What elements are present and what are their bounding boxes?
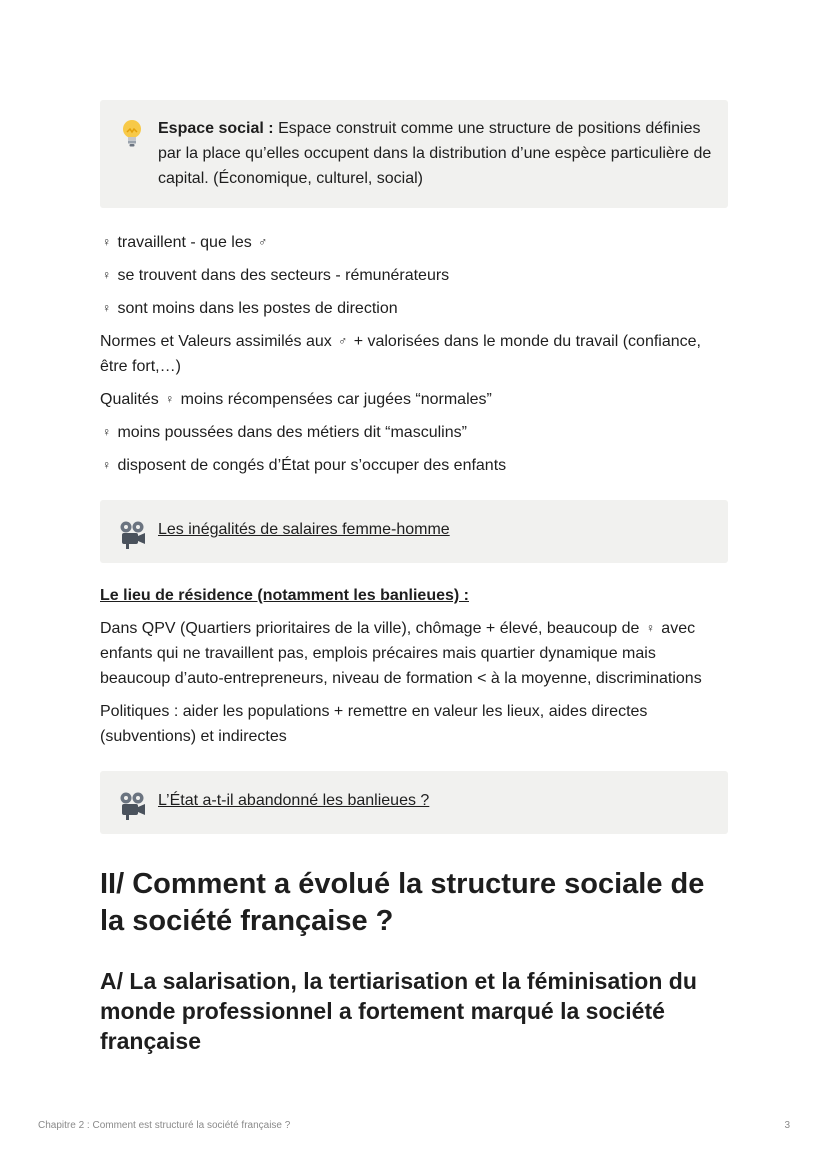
document-body [100, 100, 728, 1056]
female-symbol: ♀ [102, 268, 111, 282]
bullet-line-3 [100, 296, 728, 321]
paragraph-text: Dans QPV (Quartiers prioritaires de la ville), chômage + élevé, beaucoup de [100, 620, 640, 637]
video-link-salaires[interactable]: Les inégalités de salaires femme-homme [158, 521, 450, 538]
subsection-heading: A/ La salarisation, la tertiarisation et la féminisation du monde professionnel a fortement marqué la société française [100, 968, 697, 1054]
bullet-line-4 [100, 329, 728, 379]
page-footer [38, 1120, 790, 1131]
female-symbol: ♀ [102, 301, 111, 315]
bullet-line-2 [100, 263, 728, 288]
lightbulb-icon [118, 118, 146, 148]
residence-paragraph-1 [100, 616, 728, 691]
bullet-line-7 [100, 453, 728, 478]
bullet-text: moins récompensées car jugées “normales” [180, 391, 492, 408]
residence-heading: Le lieu de résidence (notamment les banlieues) : [100, 587, 469, 604]
male-symbol: ♂ [258, 235, 268, 249]
definition-text: Espace construit comme une structure de positions définies par la place qu’elles occupent dans la distribution d’une espèce particulière de capital. (Économique, culturel, social) [158, 120, 712, 187]
female-symbol: ♀ [102, 425, 111, 439]
video-callout-1 [100, 500, 728, 563]
bullet-text: sont moins dans les postes de direction [117, 300, 398, 317]
bullet-text: moins poussées dans des métiers dit “masculins” [117, 424, 467, 441]
bullet-text: disposent de congés d’État pour s’occuper des enfants [117, 457, 507, 474]
bullet-line-5 [100, 387, 728, 412]
bullet-text: + valorisées dans le monde du travail (confiance, être fort,…) [100, 333, 701, 375]
bullet-line-6 [100, 420, 728, 445]
definition-term: Espace social : [158, 120, 274, 137]
bullet-text: se trouvent dans des secteurs - rémunérateurs [117, 267, 450, 284]
definition-callout [100, 100, 728, 208]
paragraph-text: avec enfants qui ne travaillent pas, emplois précaires mais quartier dynamique mais beaucoup d’auto-entrepreneurs, niveau de formation < à la moyenne, discriminations [100, 620, 702, 687]
bullet-text: Normes et Valeurs assimilés aux [100, 333, 332, 350]
female-symbol: ♀ [645, 621, 655, 635]
residence-paragraph-2: Politiques : aider les populations + remettre en valeur les lieux, aides directes (subventions) et indirectes [100, 703, 648, 745]
female-symbol: ♀ [102, 458, 111, 472]
bullet-line-1 [100, 230, 728, 255]
bullet-text: travaillent - que les [117, 234, 252, 251]
film-projector-icon [118, 520, 146, 550]
film-projector-icon [118, 791, 146, 821]
footer-chapter-title: Chapitre 2 : Comment est structuré la société française ? [38, 1120, 291, 1131]
section-heading: II/ Comment a évolué la structure sociale de la société française ? [100, 868, 705, 937]
video-callout-2 [100, 771, 728, 834]
female-symbol: ♀ [102, 235, 111, 249]
video-link-banlieues[interactable]: L’État a-t-il abandonné les banlieues ? [158, 792, 430, 809]
bullet-text: Qualités [100, 391, 159, 408]
female-symbol: ♀ [165, 392, 175, 406]
page-number: 3 [784, 1120, 790, 1131]
male-symbol: ♂ [338, 334, 348, 348]
